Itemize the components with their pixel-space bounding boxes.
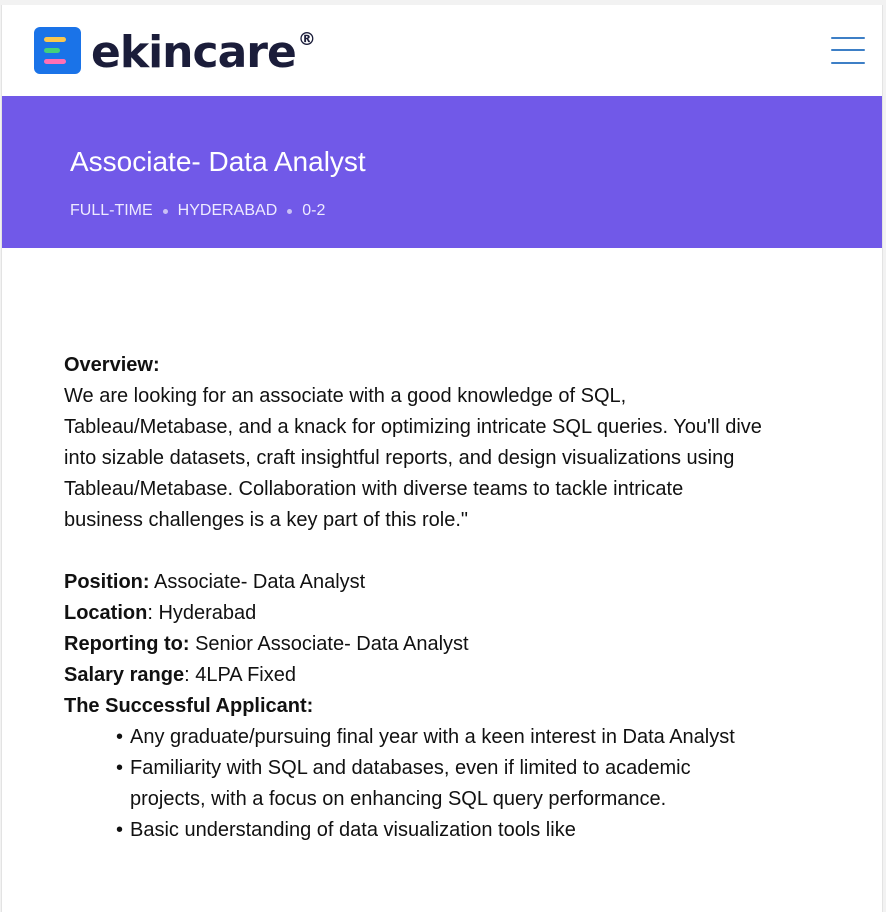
- separator-dot-icon: [287, 209, 292, 214]
- details-section: [64, 567, 764, 846]
- brand-name: ekincare: [91, 27, 296, 78]
- detail-salary: [64, 660, 764, 691]
- job-location: HYDERABAD: [177, 202, 278, 219]
- page-frame: [1, 5, 883, 912]
- job-experience: 0-2: [302, 202, 326, 219]
- hamburger-menu-icon[interactable]: [831, 35, 865, 65]
- bullet-icon: •: [116, 819, 124, 841]
- detail-label: Location: [64, 602, 148, 624]
- ekincare-logo-icon: [34, 27, 81, 74]
- detail-value: Associate- Data Analyst: [149, 571, 366, 593]
- detail-value: : Hyderabad: [147, 602, 257, 624]
- detail-value: Senior Associate- Data Analyst: [189, 633, 469, 655]
- job-banner: [2, 96, 883, 248]
- detail-location: [64, 598, 764, 629]
- job-title: Associate- Data Analyst: [70, 146, 366, 177]
- job-meta: [70, 202, 325, 220]
- site-header: [2, 5, 883, 96]
- list-item-text: Familiarity with SQL and databases, even if limited to academic projects, with a focus on enhancing SQL query performance.: [130, 757, 691, 810]
- registered-mark: ®: [297, 29, 316, 50]
- detail-label: Salary range: [64, 664, 185, 686]
- detail-label: Reporting to:: [64, 633, 190, 655]
- applicant-list: [64, 722, 764, 846]
- brand-logo[interactable]: [34, 27, 316, 79]
- list-item: [116, 722, 764, 753]
- bullet-icon: •: [116, 757, 124, 779]
- overview-label: Overview:: [64, 354, 160, 376]
- detail-label: Position:: [64, 571, 150, 593]
- list-item-text: Any graduate/pursuing final year with a keen interest in Data Analyst: [130, 726, 735, 748]
- detail-value: : 4LPA Fixed: [184, 664, 296, 686]
- job-description: [64, 350, 764, 846]
- overview-section: [64, 350, 764, 536]
- list-item: [116, 815, 764, 846]
- list-item-text: Basic understanding of data visualization tools like: [130, 819, 576, 841]
- detail-position: [64, 567, 764, 598]
- applicant-label: The Successful Applicant:: [64, 695, 314, 717]
- separator-dot-icon: [163, 209, 168, 214]
- detail-reporting: [64, 629, 764, 660]
- bullet-icon: •: [116, 726, 124, 748]
- list-item: [116, 753, 764, 815]
- overview-text: We are looking for an associate with a good knowledge of SQL, Tableau/Metabase, and a knack for optimizing intricate SQL queries. You'll dive into sizable datasets, craft insightful reports, and design visualizations using Tableau/Metabase. Collaboration with diverse teams to tackle intricate business challenges is a key part of this role.": [64, 385, 762, 531]
- job-type: FULL-TIME: [70, 202, 153, 219]
- applicant-heading: [64, 691, 764, 722]
